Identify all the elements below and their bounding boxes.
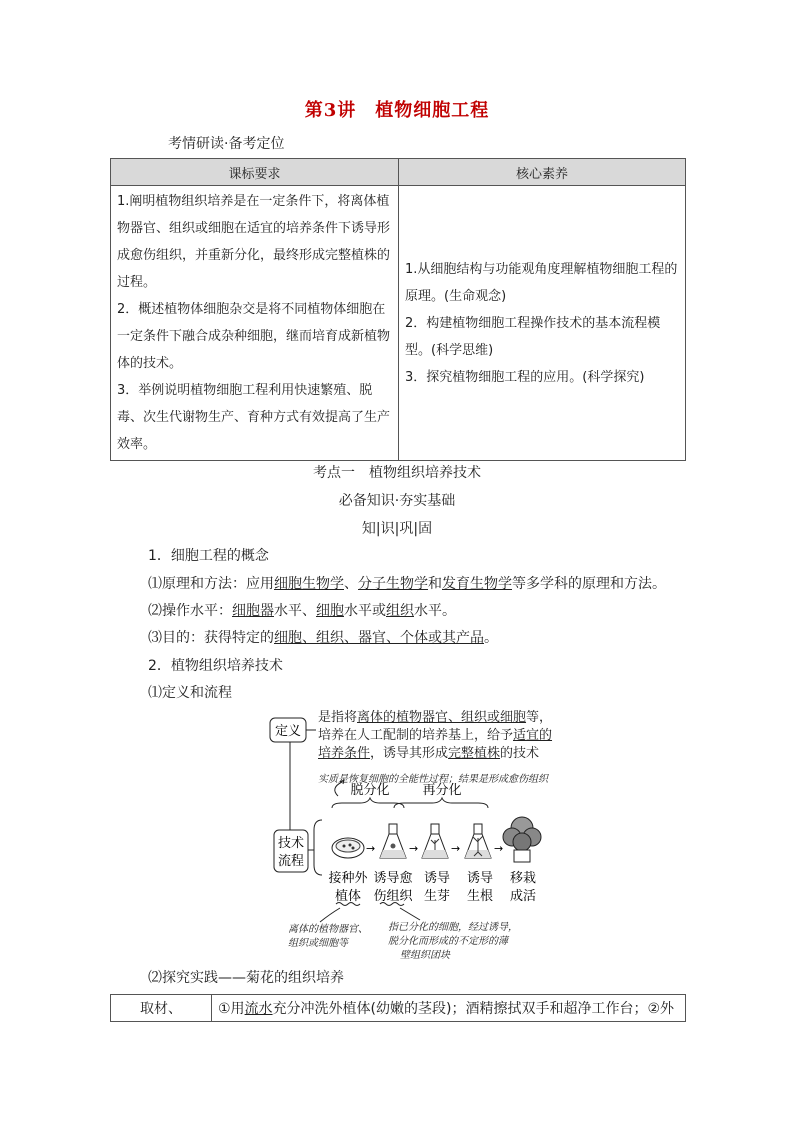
literacy-item: 3．探究植物细胞工程的应用。(科学探究) [405,369,645,385]
step-2-line2: 伤组织 [373,889,413,904]
definition-line-2: 培养在人工配制的培养基上，给予适宜的 [318,728,553,743]
flask-icon-2 [422,824,448,858]
literacy-item: 2．构建植物细胞工程操作技术的基本流程模型。(科学思维) [405,315,661,358]
standards-table [110,158,686,461]
section-2b: ⑵探究实践——菊花的组织培养 [148,970,344,986]
section-1b: ⑵操作水平：细胞器水平、细胞水平或组织水平。 [148,603,456,619]
step-2-line1: 诱导愈 [373,871,413,886]
step-4-line1: 诱导 [466,871,494,886]
section-1c: ⑶目的：获得特定的细胞、组织、器官、个体或其产品。 [148,630,498,646]
potted-plant-icon [503,817,541,862]
step-5-line1: 移栽 [509,871,537,886]
zaifenhua-label: 再分化 [422,783,462,798]
step-1-line2: 植体 [334,889,362,904]
step-3-line2: 生芽 [423,889,451,904]
table-header-right: 核心素养 [399,159,686,186]
step-5-line2: 成活 [509,889,537,904]
section-label: 考情研读·备考定位 [168,136,285,152]
flask-icon-1 [380,824,406,858]
requirements-cell [111,186,399,461]
practice-step-content: ①用流水充分冲洗外植体(幼嫩的茎段)；酒精擦拭双手和超净工作台；②外 [212,995,686,1022]
tuofenhua-label: 脱分化 [350,783,390,798]
step-4-line2: 生根 [466,889,494,904]
section-1-title: 1．细胞工程的概念 [148,548,269,564]
requirement-item: 3．举例说明植物细胞工程利用快速繁殖、脱毒、次生代谢物生产、育种方式有效提高了生产效率。 [117,383,391,452]
table-header-left: 课标要求 [111,159,399,186]
practice-table [110,994,686,1022]
bibei-heading: 必备知识·夯实基础 [338,493,456,509]
literacy-cell [399,186,686,461]
requirement-item: 2．概述植物体细胞杂交是将不同植物体细胞在一定条件下融合成杂种细胞，继而培育成新植物体的技术。 [117,302,391,371]
arrow-icon: → [409,842,419,855]
section-2a: ⑴定义和流程 [148,685,232,701]
kaodian-heading: 考点一 植物组织培养技术 [313,465,481,481]
annotation-explant-2: 组织或细胞等 [288,938,348,949]
annotation-essence: 实质是恢复细胞的全能性过程；结果是形成愈伤组织 [318,774,548,785]
technique-box-line1: 技术 [277,836,305,851]
definition-line-1: 是指将离体的植物器官、组织或细胞等， [318,710,553,725]
arrow-icon: → [366,842,376,855]
arrow-icon: → [494,842,504,855]
flask-icon-3 [465,824,491,858]
section-2-title: 2．植物组织培养技术 [148,658,283,674]
definition-box-label: 定义 [274,724,302,739]
step-3-line1: 诱导 [423,871,451,886]
literacy-item: 1.从细胞结构与功能观角度理解植物细胞工程的原理。(生命观念) [405,261,678,304]
annotation-explant-1: 离体的植物器官、 [288,924,368,935]
section-1a: ⑴原理和方法：应用细胞生物学、分子生物学和发育生物学等多学科的原理和方法。 [148,576,666,592]
zhishi-heading: 知|识|巩|固 [361,521,433,537]
annotation-callus-3: 壁组织团块 [400,950,450,961]
technique-box-line2: 流程 [277,854,305,869]
page-title: 第3讲 植物细胞工程 [304,100,490,121]
arrow-icon: → [451,842,461,855]
practice-step-label: 取材、 [111,995,212,1022]
requirement-item: 1.阐明植物组织培养是在一定条件下，将离体植物器官、组织或细胞在适宜的培养条件下诱导形成愈伤组织，并重新分化，最终形成完整植株的过程。 [117,194,391,290]
annotation-callus-1: 指已分化的细胞，经过诱导， [388,922,518,933]
annotation-callus-2: 脱分化而形成的不定形的薄 [388,936,508,947]
definition-line-3: 培养条件，诱导其形成完整植株的技术 [318,746,540,761]
step-1-line1: 接种外 [328,871,368,886]
